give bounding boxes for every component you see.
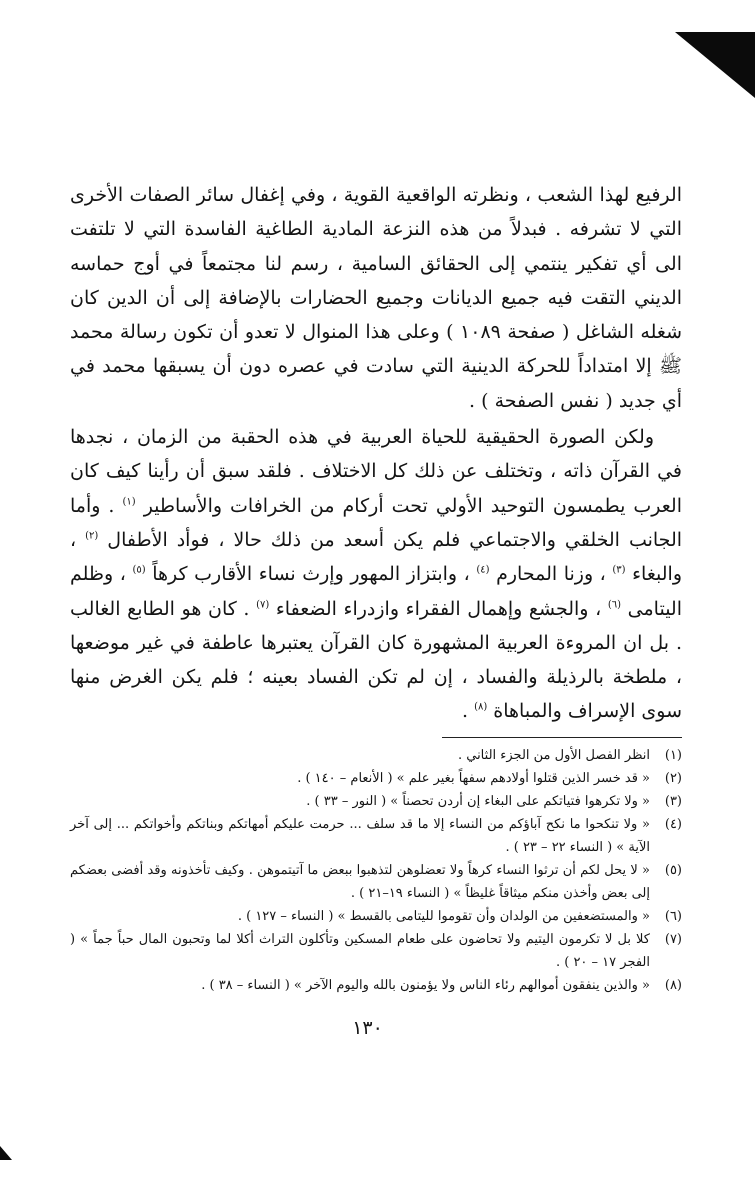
footnote-text: انظر الفصل الأول من الجزء الثاني .: [457, 747, 650, 763]
footnote-2: [70, 767, 682, 790]
footnote-ref-3[interactable]: (٣): [612, 564, 626, 576]
paragraph-2: [70, 420, 682, 729]
p2-text-h: . كان هو الطابع الغالب . بل ان المروءة العربية المشهورة كان القرآن يعتبرها عاطفة في غير موضعها ، ملطخة بالرذيلة والفساد ، إن لم تكن الفساد بعينه ؛ فلم يكن الغرض منها سوى الإسراف والمباهاة: [70, 597, 682, 723]
footnote-ref-8[interactable]: (٨): [474, 702, 488, 714]
footnote-number: (٥): [664, 862, 682, 878]
footnote-ref-2[interactable]: (٢): [85, 530, 99, 542]
footnote-number: (٨): [664, 977, 682, 993]
p2-text-e: ، وابتزاز المهور وإرث نساء الأقارب كرهاً: [152, 563, 477, 586]
footnote-divider: [442, 737, 682, 738]
footnote-number: (٧): [664, 931, 682, 947]
footnote-text: « ولا تنكحوا ما نكح آباؤكم من النساء إلا ما قد سلف ... حرمت عليكم أمهاتكم وبناتكم وأخواتكم ... إلى آخر الآية » ( النساء ٢٢ – ٢٣ ) .: [70, 816, 650, 855]
footnote-6: [70, 905, 682, 928]
footnotes: [70, 744, 682, 997]
p2-text-f: ، وظلم اليتامى: [70, 563, 682, 620]
page-body: [70, 178, 682, 997]
footnote-number: (٢): [664, 770, 682, 786]
page-corner-marker-bottom: [0, 1146, 12, 1160]
footnote-text: « ولا تكرهوا فتياتكم على البغاء إن أردن تحصناً » ( النور – ٣٣ ) .: [306, 793, 650, 809]
p2-text-a: ولكن الصورة الحقيقية للحياة العربية في هذه الحقبة من الزمان ، نجدها في القرآن ذاته ، وتختلف عن ذلك كل الاختلاف . فلقد سبق أن رأينا كيف كان العرب يطمسون التوحيد الأولي تحت أركام من الخرافات والأساطير: [70, 426, 683, 517]
footnote-7: [70, 928, 682, 974]
p2-text-i: .: [461, 700, 475, 723]
footnote-ref-7[interactable]: (٧): [256, 599, 270, 611]
footnote-ref-4[interactable]: (٤): [476, 564, 490, 576]
page-corner-marker-top: [675, 32, 755, 98]
page-number: ١٣٠: [352, 1017, 383, 1039]
p2-text-b: . وأما الجانب الخلقي والاجتماعي فلم يكن أسعد من ذلك حالا ، فوأد الأطفال: [70, 494, 683, 551]
footnote-number: (٦): [664, 908, 682, 924]
footnote-8: [70, 974, 682, 997]
footnote-text: « لا يحل لكم أن ترثوا النساء كرهاً ولا تعضلوهن لتذهبوا ببعض ما آتيتموهن . وكيف تأخذونه وقد أفضى بعضكم إلى بعض وأخذن منكم ميثاقاً غليظاً » ( النساء ١٩–٢١ ) .: [70, 862, 650, 901]
footnote-text: كلا بل لا تكرمون اليتيم ولا تحاضون على طعام المسكين وتأكلون التراث أكلا لما وتحبون المال حباً جماً » ( الفجر ١٧ – ٢٠ ) .: [70, 931, 650, 970]
footnote-text: « والمستضعفين من الولدان وأن تقوموا لليتامى بالقسط » ( النساء – ١٢٧ ) .: [237, 908, 650, 924]
p2-text-g: ، والجشع وإهمال الفقراء وازدراء الضعفاء: [275, 597, 608, 620]
footnote-number: (٣): [664, 793, 682, 809]
footnote-ref-5[interactable]: (٥): [132, 564, 146, 576]
footnote-text: « والذين ينفقون أموالهم رئاء الناس ولا يؤمنون بالله واليوم الآخر » ( النساء – ٣٨ ) .: [201, 977, 650, 993]
p2-text-c: ، والبغاء: [70, 528, 682, 586]
p2-text-d: ، وزنا المحارم: [496, 563, 613, 586]
footnote-ref-1[interactable]: (١): [122, 496, 136, 508]
footnote-5: [70, 859, 682, 905]
main-text: [70, 178, 682, 729]
footnote-3: [70, 790, 682, 813]
footnote-4: [70, 813, 682, 859]
footnote-1: [70, 744, 682, 767]
footnote-number: (٤): [664, 816, 682, 832]
footnote-number: (١): [664, 747, 682, 763]
paragraph-1: الرفيع لهذا الشعب ، ونظرته الواقعية القوية ، وفي إغفال سائر الصفات الأخرى التي لا تشرفه . فبدلاً من هذه النزعة المادية الطاغية الفاسدة التي لا تلتفت الى أي تفكير ينتمي إلى الحقائق السامية ، رسم لنا مجتمعاً في أوج حماسه الديني التقت فيه جميع الديانات وجميع الحضارات بالإضافة إلى أن الدين كان شغله الشاغل ( صفحة ١٠٨٩ ) وعلى هذا المنوال لا تعدو أن تكون رسالة محمد ﷺ إلا امتداداً للحركة الدينية التي سادت في عصره دون أن يسبقها محمد في أي جديد ( نفس الصفحة ) .: [70, 184, 682, 412]
footnote-ref-6[interactable]: (٦): [607, 599, 622, 611]
footnote-text: « قد خسر الذين قتلوا أولادهم سفهاً بغير علم » ( الأنعام – ١٤٠ ) .: [297, 770, 650, 786]
